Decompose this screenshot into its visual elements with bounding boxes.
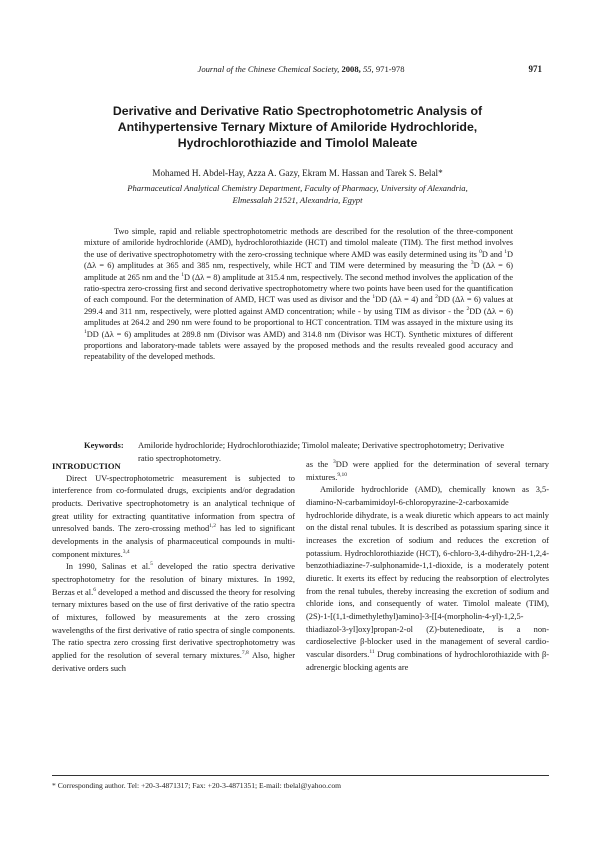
author-list: Mohamed H. Abdel-Hay, Azza A. Gazy, Ekram M. Hassan and Tarek S. Belal* [152, 168, 443, 178]
journal-pages: 971-978 [375, 64, 405, 74]
affiliation-line: Elmessalah 21521, Alexandria, Egypt [232, 195, 363, 205]
page-number: 971 [528, 64, 542, 74]
right-column [306, 459, 549, 674]
abstract [84, 226, 513, 363]
body-paragraph: In 1990, Salinas et al.$^5$ developed the ratio spectra derivative spectrophotometry for the resolution of binary mixtures. In 1992, Berzas et al.$^6$ developed a method and discussed the theory for resolving ternary mixtures based on the use of first derivative of the ratio spectra of mixtures, followed by measurements at the zero crossing wavelengths of the first derivative of ratio spectra of single components. The ratio spectra zero crossing first derivative spectrophotometry was applied for the resolution of several ternary mixtures.$^{7,8}$ Also, higher derivative orders such [52, 561, 296, 673]
body-paragraph: Amiloride hydrochloride (AMD), chemically known as 3,5-diamino-N-carbamimidoyl-6-chloropyrazine-2-carboxamide hydrochloride dihydrate, is a weak diuretic which appears to act mainly on the distal renal tubules. It is described as potassium sparing since it increases the excretion of sodium and reduces the excretion of potassium. Hydrochlorothiazide (HCT), 6-chloro-3,4-dihydro-2H-1,2,4-benzothiadiazine-7-sulphonamide-1,1-dioxide, is a moderately potent diuretic. It exerts its effect by reducing the reabsorption of electrolytes from the renal tubules, thereby increasing the excretion of sodium and chloride ions, and consequently of water. Timolol maleate (TIM), (2S)-1-[(1,1-dimethylethyl)amino]-3-[[4-(morpholin-4-yl)-1,2,5-thiadiazol-3-yl]oxy]propan-2-ol (Z)-butenedioate, is a non-cardioselective β-blocker used in the management of several cardio-vascular disorders.$^{11}$ Drug combinations of hydrochlorothiazide with β-adrenergic blocking agents are [306, 485, 549, 672]
corresponding-author-footnote: * Corresponding author. Tel: +20-3-4871317; Fax: +20-3-4871351; E-mail: tbelal@yahoo.com [52, 781, 342, 790]
article-title [70, 103, 525, 151]
body-paragraph: as the $^3$DD were applied for the determination of several ternary mixtures.$^{9,10}$ [306, 459, 549, 482]
affiliation [90, 182, 505, 206]
title-line: Derivative and Derivative Ratio Spectrophotometric Analysis of [112, 104, 483, 118]
journal-name: Journal of the Chinese Chemical Society, [197, 64, 340, 74]
keywords-label: Keywords: [84, 440, 124, 450]
running-head [60, 64, 542, 74]
journal-volume: 55, [362, 64, 374, 74]
keywords-text: Amiloride hydrochloride; Hydrochlorothiazide; Timolol maleate; Derivative spectrophotometry; Derivative ratio spectrophotometry. [138, 440, 505, 463]
footnote-divider [52, 775, 549, 776]
body-paragraph: Direct UV-spectrophotometric measurement is subjected to interference from co-formulated drugs, excipients and/or degradation products. Derivative spectrophotometry is an analytical technique of great utility for extracting quantitative information from spectra of unresolved bands. The zero-crossing method$^{1,2}$ has led to significant developments in the analysis of pharmaceutical compounds in multi-component mixtures.$^{3,4}$ [52, 473, 295, 559]
left-column [52, 460, 295, 675]
abstract-paragraph: Two simple, rapid and reliable spectrophotometric methods are described for the resolution of the three-component mixture of amiloride hydrochloride (AMD), hydrochlorothiazide (HCT) and timolol maleate (TIM). The first method involves the use of derivative spectrophotometry with the zero-crossing technique where AMD was easily determined using its $^0$D and $^1$D (Δλ = 6) amplitudes at 365 and 385 nm, respectively, while HCT and TIM were determined by measuring the $^3$D (Δλ = 6) amplitude at 265 nm and the $^1$D (Δλ = 8) amplitude at 315.4 nm, respectively. The second method involves the application of the ratio-spectra zero-crossing first and second derivative spectrophotometry where two points have been used for the quantification of each compound. For the determination of AMD, HCT was used as divisor and the $^1$DD (Δλ = 4) and $^2$DD (Δλ = 6) values at 299.4 and 311 nm, respectively, were plotted against AMD concentration; while - by using TIM as divisor - the $^2$DD (Δλ = 6) amplitudes at 264.2 and 290 nm were found to be proportional to HCT concentration. TIM was assayed in the mixture using its $^1$DD (Δλ = 6) amplitudes at 289.8 nm (Divisor was AMD) and 314.8 nm (Divisor was HCT). Synthetic mixtures of different proportions and laboratory-made tablets were assayed by the proposed methods and the results revealed good accuracy and repeatability of the developed methods. [84, 227, 514, 362]
affiliation-line: Pharmaceutical Analytical Chemistry Department, Faculty of Pharmacy, University of Alexandria, [127, 183, 468, 193]
section-heading-introduction: INTRODUCTION [52, 461, 121, 471]
title-line: Hydrochlorothiazide and Timolol Maleate [177, 136, 418, 150]
journal-year: 2008, [341, 64, 361, 74]
title-line: Antihypertensive Ternary Mixture of Amiloride Hydrochloride, [117, 120, 478, 134]
